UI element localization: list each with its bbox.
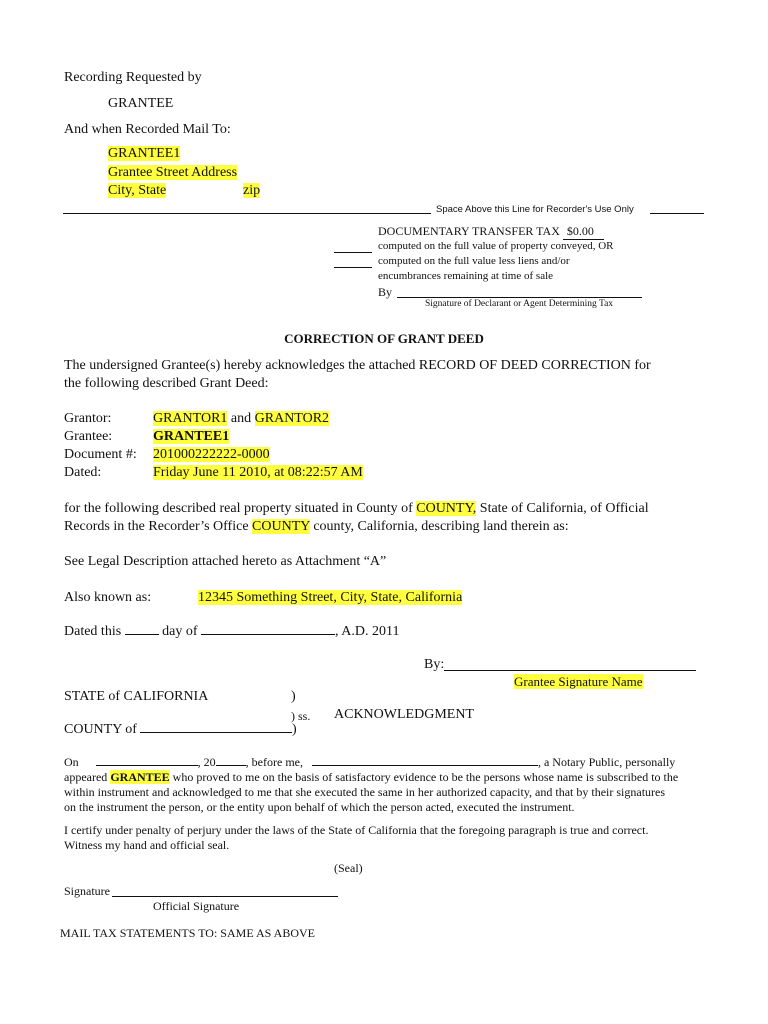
notary-signature-line[interactable] — [112, 896, 338, 897]
dated-this-line — [64, 624, 399, 640]
tax-signature-caption: Signature of Declarant or Agent Determining Tax — [425, 299, 614, 309]
grantor-label: Grantor: — [64, 411, 112, 426]
dated-value-text: Friday June 11 2010, at 08:22:57 AM — [153, 465, 363, 480]
notary-public: , a Notary Public, personally — [537, 755, 676, 769]
property-line-1-end: State of California, of Official — [479, 501, 649, 516]
grantee-label: Grantee: — [64, 429, 113, 444]
grantor2: GRANTOR2 — [254, 411, 330, 426]
tax-signature-line[interactable] — [397, 297, 642, 298]
legal-description: See Legal Description attached hereto as Attachment “A” — [64, 554, 387, 569]
month-blank[interactable] — [201, 634, 335, 635]
grantee-signature-by: By: — [424, 657, 445, 672]
on-label: On — [64, 755, 79, 769]
property-county: COUNTY, — [416, 501, 477, 516]
tax-option-less-1: computed on the full value less liens and/or — [378, 255, 570, 267]
mail-city-state-text: City, State — [108, 183, 167, 198]
property-line-2-end: county, California, describing land therein as: — [313, 519, 569, 534]
aka-address — [198, 590, 462, 606]
aka-label: Also known as: — [64, 590, 152, 605]
appeared-label: appeared — [64, 770, 108, 784]
tax-by-label: By — [378, 285, 393, 299]
dated-value — [153, 465, 363, 481]
dated-label: Dated: — [64, 465, 102, 480]
grantee-value-text: GRANTEE1 — [153, 429, 230, 444]
mail-street — [108, 165, 237, 181]
aka-address-text: 12345 Something Street, City, State, California — [198, 590, 463, 605]
ad-year: , A.D. 2011 — [335, 624, 400, 639]
ss-label: ) ss. — [291, 709, 311, 723]
appeared-rest: who proved to me on the basis of satisfactory evidence to be the persons whose name is subscribed to the — [172, 770, 679, 784]
property-line-1 — [64, 501, 649, 517]
document-title: CORRECTION OF GRANT DEED — [284, 331, 484, 346]
grantor1: GRANTOR1 — [153, 411, 228, 426]
grantor-value — [153, 411, 329, 427]
tax-option-less-2: encumbrances remaining at time of sale — [378, 270, 554, 282]
property-line-2-start: Records in the Recorder’s Office — [64, 519, 249, 534]
recorder-line-left — [63, 213, 431, 214]
mail-zip-text: zip — [243, 183, 261, 198]
on-date-blank[interactable] — [96, 765, 198, 766]
day-blank[interactable] — [125, 634, 159, 635]
dated-this-label: Dated this — [64, 624, 122, 639]
recorder-line-right — [650, 213, 704, 214]
official-signature-label: Official Signature — [153, 899, 240, 913]
before-me: , before me, — [245, 755, 303, 769]
mail-to-label: And when Recorded Mail To: — [64, 122, 231, 137]
mail-zip — [243, 183, 260, 199]
intro-line-2: the following described Grant Deed: — [64, 376, 269, 391]
property-line-2 — [64, 519, 569, 535]
recorder-space-note: Space Above this Line for Recorder's Use Only — [436, 204, 634, 215]
recording-requested-label: Recording Requested by — [64, 70, 202, 85]
appeared-name: GRANTEE — [110, 770, 170, 784]
notary-line-4: on the instrument the person, or the entity upon behalf of which the person acted, executed the instrument. — [64, 800, 575, 814]
certify-line-1: I certify under penalty of perjury under the laws of the State of California that the foregoing paragraph is true and correct. — [64, 823, 649, 837]
document-number-value — [153, 447, 270, 463]
notary-signature-label: Signature — [64, 884, 110, 898]
transfer-tax-line — [378, 224, 604, 240]
state-label: STATE of CALIFORNIA — [64, 689, 209, 704]
transfer-tax-label: DOCUMENTARY TRANSFER TAX — [378, 224, 560, 238]
certify-line-2: Witness my hand and official seal. — [64, 838, 230, 852]
mail-name — [108, 146, 180, 162]
grantee-signature-line[interactable] — [444, 670, 696, 671]
document-number-label: Document #: — [64, 447, 137, 462]
mail-city-state — [108, 183, 166, 199]
year-prefix: , 20 — [197, 755, 216, 769]
grantee-signature-name — [514, 674, 643, 690]
mail-name-text: GRANTEE1 — [108, 146, 181, 161]
tax-option-full: computed on the full value of property conveyed, OR — [378, 240, 614, 252]
requested-by-name: GRANTEE — [108, 96, 174, 111]
year-blank[interactable] — [216, 765, 246, 766]
acknowledgment-label: ACKNOWLEDGMENT — [334, 707, 474, 722]
county-paren: ) — [291, 722, 297, 737]
grantee-value — [153, 429, 229, 445]
county-line — [64, 722, 297, 738]
intro-line-1: The undersigned Grantee(s) hereby acknowledges the attached RECORD OF DEED CORRECTION for — [64, 358, 651, 373]
mail-tax-statements: MAIL TAX STATEMENTS TO: SAME AS ABOVE — [60, 926, 315, 940]
property-line-1-start: for the following described real property situated in County of — [64, 501, 413, 516]
transfer-tax-amount: $0.00 — [563, 224, 604, 240]
state-paren: ) — [291, 689, 296, 704]
property-county-2: COUNTY — [252, 519, 310, 534]
notary-line-1 — [64, 755, 704, 770]
grantor-and: and — [230, 411, 252, 426]
document-number-text: 201000222222-0000 — [153, 447, 270, 462]
tax-option-less-blank[interactable] — [334, 267, 372, 268]
county-label: COUNTY of — [64, 722, 137, 737]
notary-line-3: within instrument and acknowledged to me that she executed the same in her authorized capacity, and that by their signatures — [64, 785, 666, 799]
mail-street-text: Grantee Street Address — [108, 165, 238, 180]
tax-option-full-blank[interactable] — [334, 252, 372, 253]
grantee-signature-name-text: Grantee Signature Name — [514, 674, 643, 689]
notary-name-blank[interactable] — [312, 765, 538, 766]
notary-line-2 — [64, 770, 704, 785]
day-of-label: day of — [162, 624, 198, 639]
seal-label: (Seal) — [334, 861, 363, 875]
county-blank[interactable] — [140, 732, 292, 733]
